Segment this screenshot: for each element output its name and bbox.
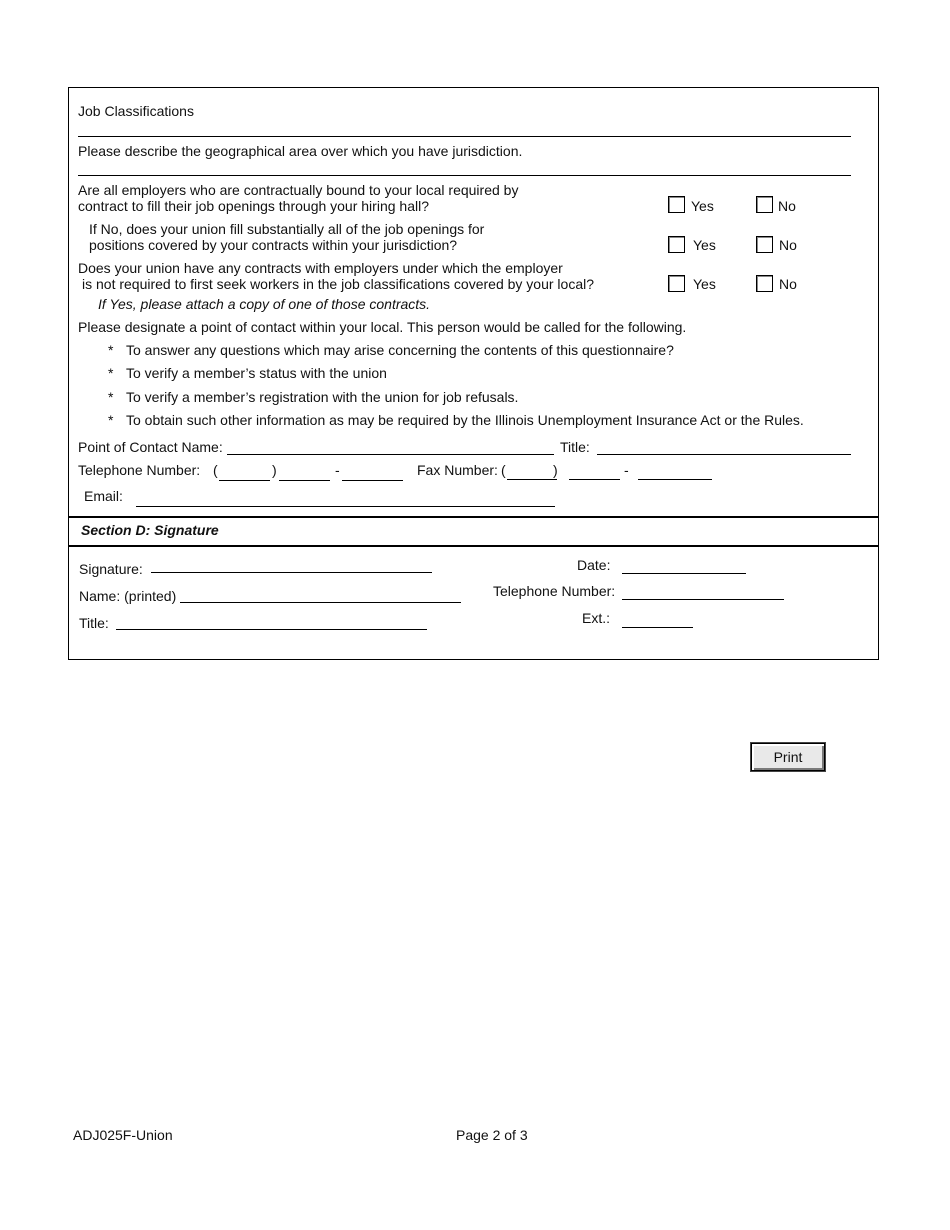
fax-prefix-field[interactable] [569,479,620,480]
bullet-item: To obtain such other information as may be required by the Illinois Unemployment Insurance Act or the Rules. [126,412,804,428]
phone-close-paren: ) [272,462,277,478]
bullet-marker: * [108,412,114,428]
phone-open-paren: ( [213,462,218,478]
section-d-top-border [68,516,878,518]
ext-label: Ext.: [582,610,611,626]
question-2-line-2: positions covered by your contracts within your jurisdiction? [89,237,458,253]
question-3-no-checkbox[interactable] [756,275,773,292]
phone-area-code-field[interactable] [219,480,270,481]
question-1-no-checkbox[interactable] [756,196,773,213]
date-field[interactable] [622,573,746,574]
contact-fax-label: Fax Number: [417,462,498,478]
contact-phone-label: Telephone Number: [78,462,201,478]
signer-title-label: Title: [79,615,109,631]
question-2-no-label: No [779,237,797,253]
signer-phone-field[interactable] [622,599,784,600]
fax-open-paren: ( [501,462,506,478]
job-classifications-divider [78,136,851,137]
printed-name-label: Name: (printed) [79,588,177,604]
date-label: Date: [577,557,611,573]
question-1-line-2: contract to fill their job openings through your hiring hall? [78,198,429,214]
fax-area-code-field[interactable] [507,479,557,480]
question-1-yes-label: Yes [691,198,714,214]
bullet-item: To verify a member’s registration with the union for job refusals. [126,389,519,405]
signer-phone-label: Telephone Number: [493,583,616,599]
question-2-no-checkbox[interactable] [756,236,773,253]
question-2-yes-checkbox[interactable] [668,236,685,253]
question-3-yes-checkbox[interactable] [668,275,685,292]
signature-field[interactable] [151,572,432,573]
phone-dash: - [335,462,340,478]
question-3-note: If Yes, please attach a copy of one of those contracts. [98,296,431,312]
signer-title-field[interactable] [116,629,427,630]
contact-title-label: Title: [560,439,590,455]
bullet-marker: * [108,365,114,381]
phone-prefix-field[interactable] [279,480,330,481]
form-id: ADJ025F-Union [73,1127,173,1143]
contact-title-field[interactable] [597,454,851,455]
question-1-no-label: No [778,198,796,214]
geography-label: Please describe the geographical area over which you have jurisdiction. [78,143,523,159]
bullet-item: To answer any questions which may arise concerning the contents of this questionnaire? [126,342,674,358]
signature-label: Signature: [79,561,143,577]
contact-intro: Please designate a point of contact within your local. This person would be called for the following. [78,319,687,335]
question-2-yes-label: Yes [693,237,716,253]
fax-close-paren: ) [553,462,558,478]
contact-name-label: Point of Contact Name: [78,439,223,455]
contact-email-field[interactable] [136,506,555,507]
geography-divider [78,175,851,176]
job-classifications-label: Job Classifications [78,103,194,119]
print-button[interactable]: Print [751,743,825,771]
printed-name-field[interactable] [180,602,461,603]
question-3-no-label: No [779,276,797,292]
question-2-line-1: If No, does your union fill substantially all of the job openings for [89,221,485,237]
question-3-line-2: is not required to first seek workers in the job classifications covered by your local? [82,276,595,292]
section-d-heading: Section D: Signature [81,522,219,538]
section-d-bottom-border [68,545,878,547]
question-1-line-1: Are all employers who are contractually bound to your local required by [78,182,519,198]
question-3-line-1: Does your union have any contracts with employers under which the employer [78,260,563,276]
question-3-yes-label: Yes [693,276,716,292]
contact-email-label: Email: [84,488,123,504]
phone-line-field[interactable] [342,480,403,481]
bullet-item: To verify a member’s status with the union [126,365,387,381]
bullet-marker: * [108,389,114,405]
contact-name-field[interactable] [227,454,554,455]
fax-line-field[interactable] [638,479,712,480]
ext-field[interactable] [622,627,693,628]
page-number: Page 2 of 3 [456,1127,528,1143]
fax-dash: - [624,462,629,478]
question-1-yes-checkbox[interactable] [668,196,685,213]
bullet-marker: * [108,342,114,358]
